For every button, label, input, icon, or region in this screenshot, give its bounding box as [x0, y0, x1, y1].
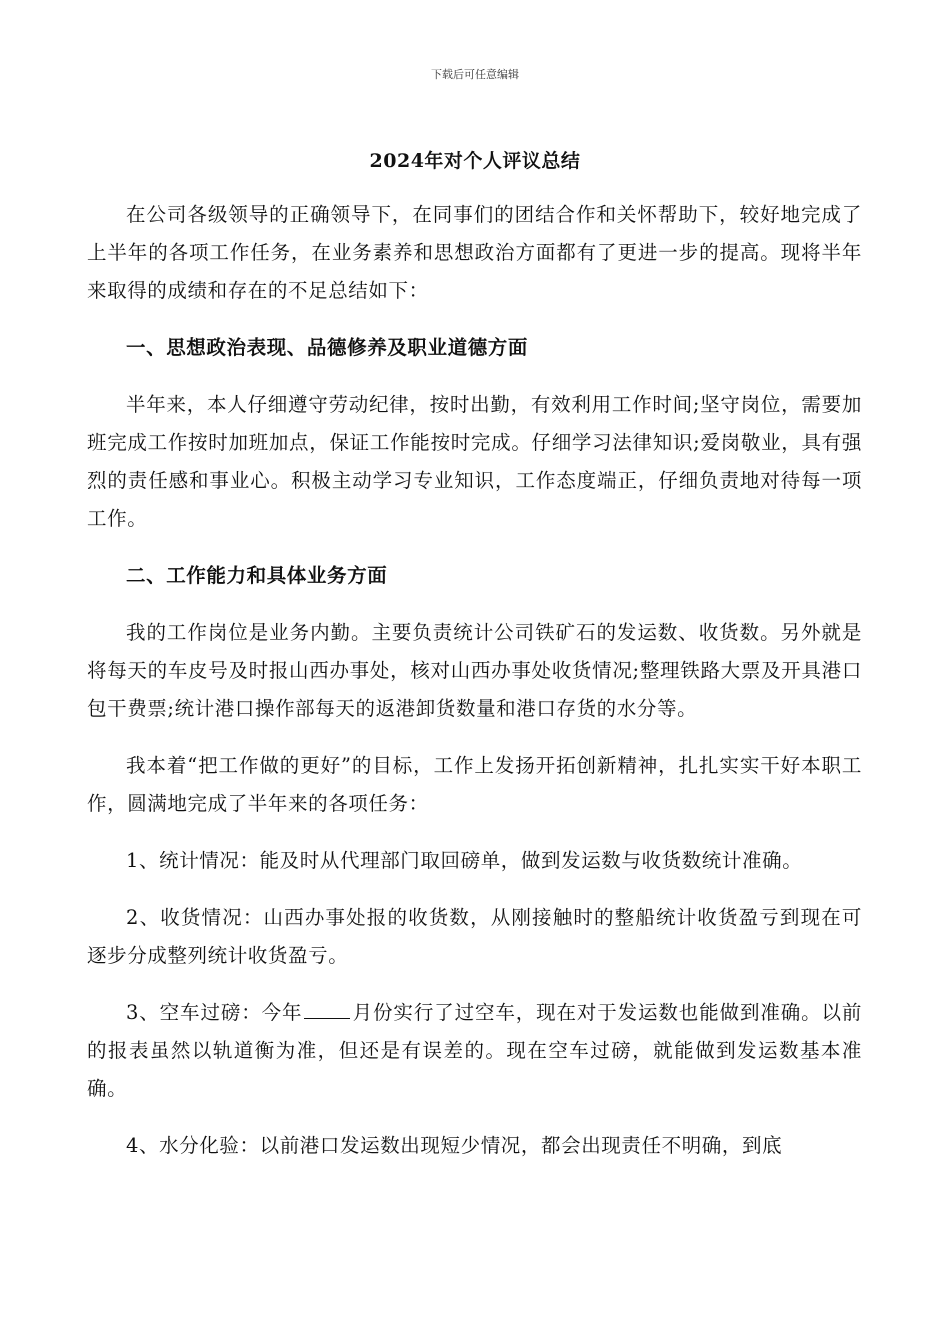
section2-paragraph-2: 我本着“把工作做的更好”的目标，工作上发扬开拓创新精神，扎扎实实干好本职工作，圆满地完成了半年来的各项任务：: [87, 754, 862, 815]
header-note: 下载后可任意编辑: [431, 68, 519, 81]
list-item-3: [87, 994, 862, 1108]
list-item-3-lead: 3、空车过磅：今年: [126, 1001, 303, 1024]
document-title: 2024年对个人评议总结: [369, 150, 581, 172]
section2-paragraph-1: 我的工作岗位是业务内勤。主要负责统计公司铁矿石的发运数、收货数。另外就是将每天的车皮号及时报山西办事处，核对山西办事处收货情况;整理铁路大票及开具港口包干费票;统计港口操作部每天的返港卸货数量和港口存货的水分等。: [87, 621, 862, 720]
fill-in-blank: [304, 1000, 350, 1019]
list-item-1: 1、统计情况：能及时从代理部门取回磅单，做到发运数与收货数统计准确。: [126, 849, 803, 872]
section1-paragraph: 半年来，本人仔细遵守劳动纪律，按时出勤，有效利用工作时间;坚守岗位，需要加班完成工作按时加班加点，保证工作能按时完成。仔细学习法律知识;爱岗敬业，具有强烈的责任感和事业心。积极主动学习专业知识，工作态度端正，仔细负责地对待每一项工作。: [87, 393, 862, 530]
document-body: [87, 196, 862, 1184]
list-item-2: 2、收货情况：山西办事处报的收货数，从刚接触时的整船统计收货盈亏到现在可逐步分成整列统计收货盈亏。: [87, 906, 862, 967]
section2-heading: 二、工作能力和具体业务方面: [126, 564, 388, 587]
list-item-3-rest: 月份实行了过空车，现在对于发运数也能做到准确。以前的报表虽然以轨道衡为准，但还是有误差的。现在空车过磅，就能做到发运数基本准确。: [87, 1001, 862, 1100]
list-item-4: 4、水分化验：以前港口发运数出现短少情况，都会出现责任不明确，到底: [126, 1134, 783, 1157]
section1-heading: 一、思想政治表现、品德修养及职业道德方面: [126, 336, 529, 359]
intro-paragraph: 在公司各级领导的正确领导下，在同事们的团结合作和关怀帮助下，较好地完成了上半年的各项工作任务，在业务素养和思想政治方面都有了更进一步的提高。现将半年来取得的成绩和存在的不足总结如下：: [87, 203, 862, 302]
